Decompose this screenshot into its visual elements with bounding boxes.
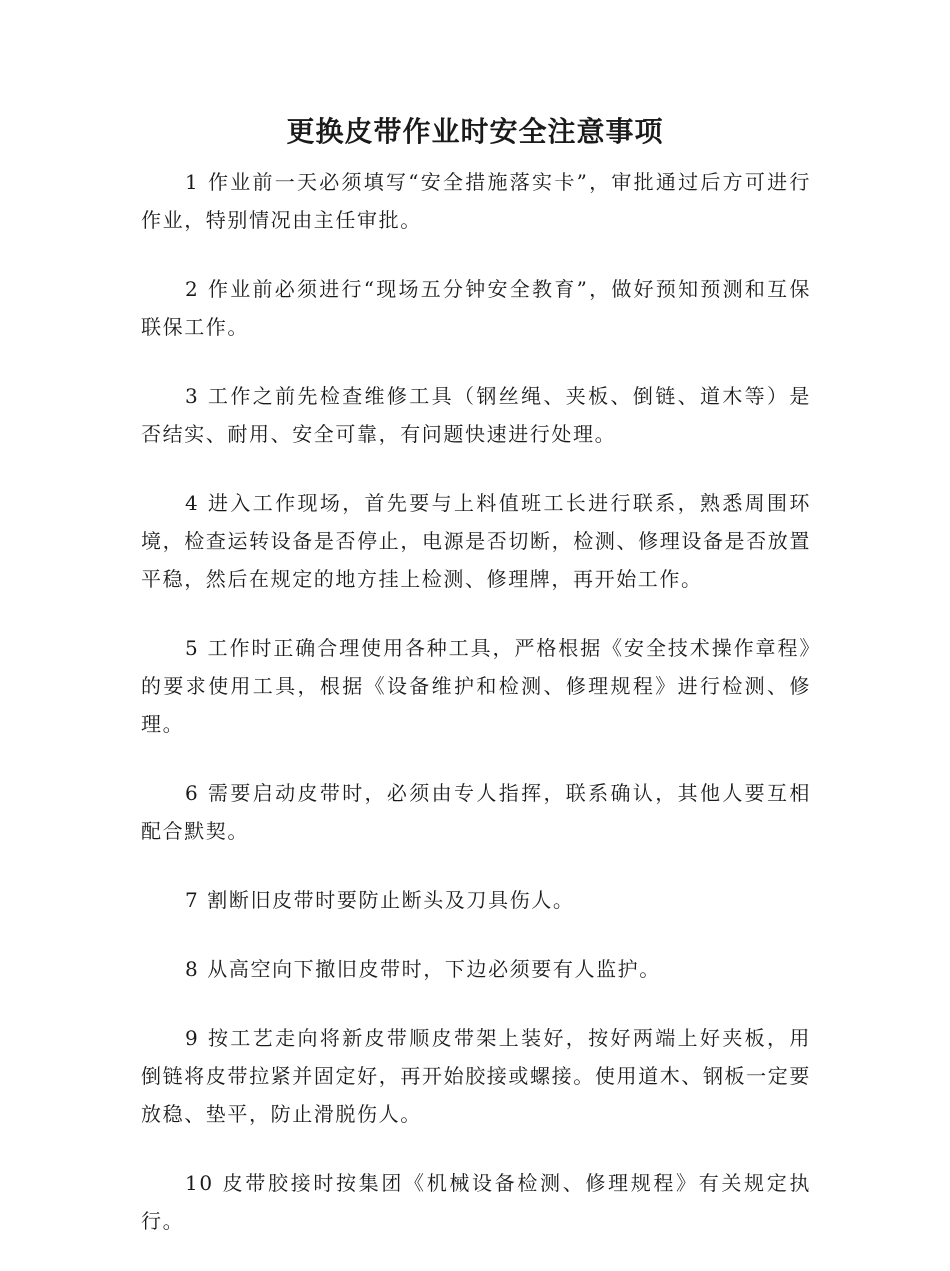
paragraph-3: 3 工作之前先检查维修工具（钢丝绳、夹板、倒链、道木等）是否结实、耐用、安全可靠，有问题快速进行处理。 <box>141 384 811 446</box>
paragraph-9: 9 按工艺走向将新皮带顺皮带架上装好，按好两端上好夹板，用倒链将皮带拉紧并固定好，再开始胶接或螺接。使用道木、钢板一定要放稳、垫平，防止滑脱伤人。 <box>141 1026 811 1126</box>
document-title: 更换皮带作业时安全注意事项 <box>286 115 664 148</box>
paragraph-7: 7 割断旧皮带时要防止断头及刀具伤人。 <box>185 888 575 912</box>
paragraph-4: 4 进入工作现场，首先要与上料值班工长进行联系，熟悉周围环境，检查运转设备是否停止，电源是否切断，检测、修理设备是否放置平稳，然后在规定的地方挂上检测、修理牌，再开始工作。 <box>141 491 811 591</box>
paragraph-5: 5 工作时正确合理使用各种工具，严格根据《安全技术操作章程》的要求使用工具，根据《设备维护和检测、修理规程》进行检测、修理。 <box>141 636 811 736</box>
paragraph-6: 6 需要启动皮带时，必须由专人指挥，联系确认，其他人要互相配合默契。 <box>141 781 811 843</box>
paragraph-10: 10 皮带胶接时按集团《机械设备检测、修理规程》有关规定执行。 <box>141 1171 811 1233</box>
paragraph-8: 8 从高空向下撤旧皮带时，下边必须要有人监护。 <box>185 957 661 981</box>
paragraph-2: 2 作业前必须进行“现场五分钟安全教育”，做好预知预测和互保联保工作。 <box>141 277 811 339</box>
paragraph-1: 1 作业前一天必须填写“安全措施落实卡”，审批通过后方可进行作业，特别情况由主任审批。 <box>141 170 811 232</box>
document-body <box>141 163 811 1271</box>
